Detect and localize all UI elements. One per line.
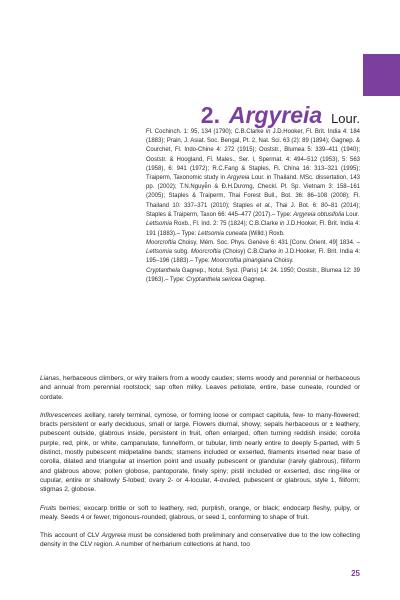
genus-number: 2. <box>200 102 220 128</box>
section-color-tab <box>363 54 400 96</box>
reference-paragraph: Moorcroftia Choisy, Mém. Soc. Phys. Genève 6: 431 [Conv. Orient. 49] 1834. – Lettsomia subg. Moorcroftia (Choisy) C.B.Clarke in J.D.Hooker, Fl. Brit. India 4: 195–196 (1883).– Type: Moorcroftia pinangiana Choisy. <box>146 240 360 265</box>
genus-name: Argyreia <box>228 102 323 128</box>
description-paragraph: Lianas, herbaceous climbers, or wiry trailers from a woody caudex; stems woody and perennial or herbaceous and annual from perennial rootstock; sap often milky. Leaves petiolate, entire, base cuneate, rounded or cordate. <box>40 375 360 401</box>
reference-paragraph: Cryptanthela Gagnep., Notul. Syst. (Paris) 14: 24. 1950; Ooststr., Blumea 12: 39 (1963).– Type: Cryptanthela sericea Gagnep. <box>146 267 360 284</box>
description-paragraph: Inflorescences axillary, rarely terminal, cymose, or forming loose or compact capitula, few- to many-flowered; bracts persistent or early deciduous, small or large. Flowers diurnal, showy; sepals herbaceous or ± leathery, pubescent outside, glabrous inside, persistent in fruit, often enlarged, often turning reddish inside; corolla purple, red, pink, or white, campanulate, funnelform, or tubular, limb nearly entire to deeply 5-parted, with 5 distinct, mostly pubescent midpetaline bands; stamens included or exserted, filaments inserted near base of corolla, dilated and triangular at insertion point and usually pubescent or glandular (rarely glabrous), filiform and glabrous above; pollen globose, pantoporate, finely spiny; pistil included or exserted, disc ring-like or cupular, entire or shallowly 5-lobed; ovary 2- or 4-locular, 4-ovuled, pubescent or glabrous, style 1, filiform; stigmas 2, globose. <box>40 411 360 494</box>
description-paragraph: This account of CLV Argyreia must be considered both preliminary and conservative due to the low collecting density in the CLV region. A number of herbarium collections at hand, too <box>40 531 360 549</box>
reference-paragraph: Lettsomia Roxb., Fl. Ind. 2: 75 (1824); C.B.Clarke in J.D.Hooker, Fl. Brit. India 4: 191 (1883).– Type: Lettsomia cuneata (Willd.) Roxb. <box>146 221 361 237</box>
genus-author: Lour. <box>331 111 360 126</box>
nomenclature-references <box>146 128 360 285</box>
genus-description <box>40 374 360 558</box>
page-number: 25 <box>351 569 360 578</box>
reference-paragraph: Fl. Cochinch. 1: 95, 134 (1790); C.B.Clarke in J.D.Hooker, Fl. Brit. India 4: 184 (1883); Prain, J. Asiat. Soc. Bengal, Pt. 2, Nat. Sci. 63 (2): 89 (1894); Gagnep. & Courchet, Fl. Indo-Chine 4: 272 (1915); Ooststr., Blumea 5: 339–411 (1940); Ooststr. & Hoogland, Fl. Males., Ser. I, Spermat. 4: 494–512 (1953), 5: 563 (1958), 6: 941 (1972); R.C.Fang & Staples, Fl. China 16: 313–321 (1995); Traiperm, Taxonomic study in Argyreia Lour. in Thailand. MSc. dissertation, 143 pp. (2002); T.N.Nguyễn & Đ.H.Dương, Checkl. Pl. Sp. Vietnam 3: 158–161 (2005); Staples & Traiperm, Thai Forest Bull., Bot. 36: 86–108 (2008); Fl. Thailand 10: 337–371 (2010); Staples et al., Thai J. Bot. 6: 80–81 (2014); Staples & Traiperm, Taxon 66: 445–477 (2017).– Type: Argyreia obtusifolia Lour. <box>146 129 361 218</box>
genus-heading <box>201 96 360 128</box>
description-paragraph: Fruits berries; exocarp brittle or soft to leathery, red, purplish, orange, or black; endocarp fleshy, pulpy, or mealy. Seeds 4 or fewer, trigonous-rounded, glabrous, or seed 1, conforming to shape of fruit. <box>40 504 360 521</box>
